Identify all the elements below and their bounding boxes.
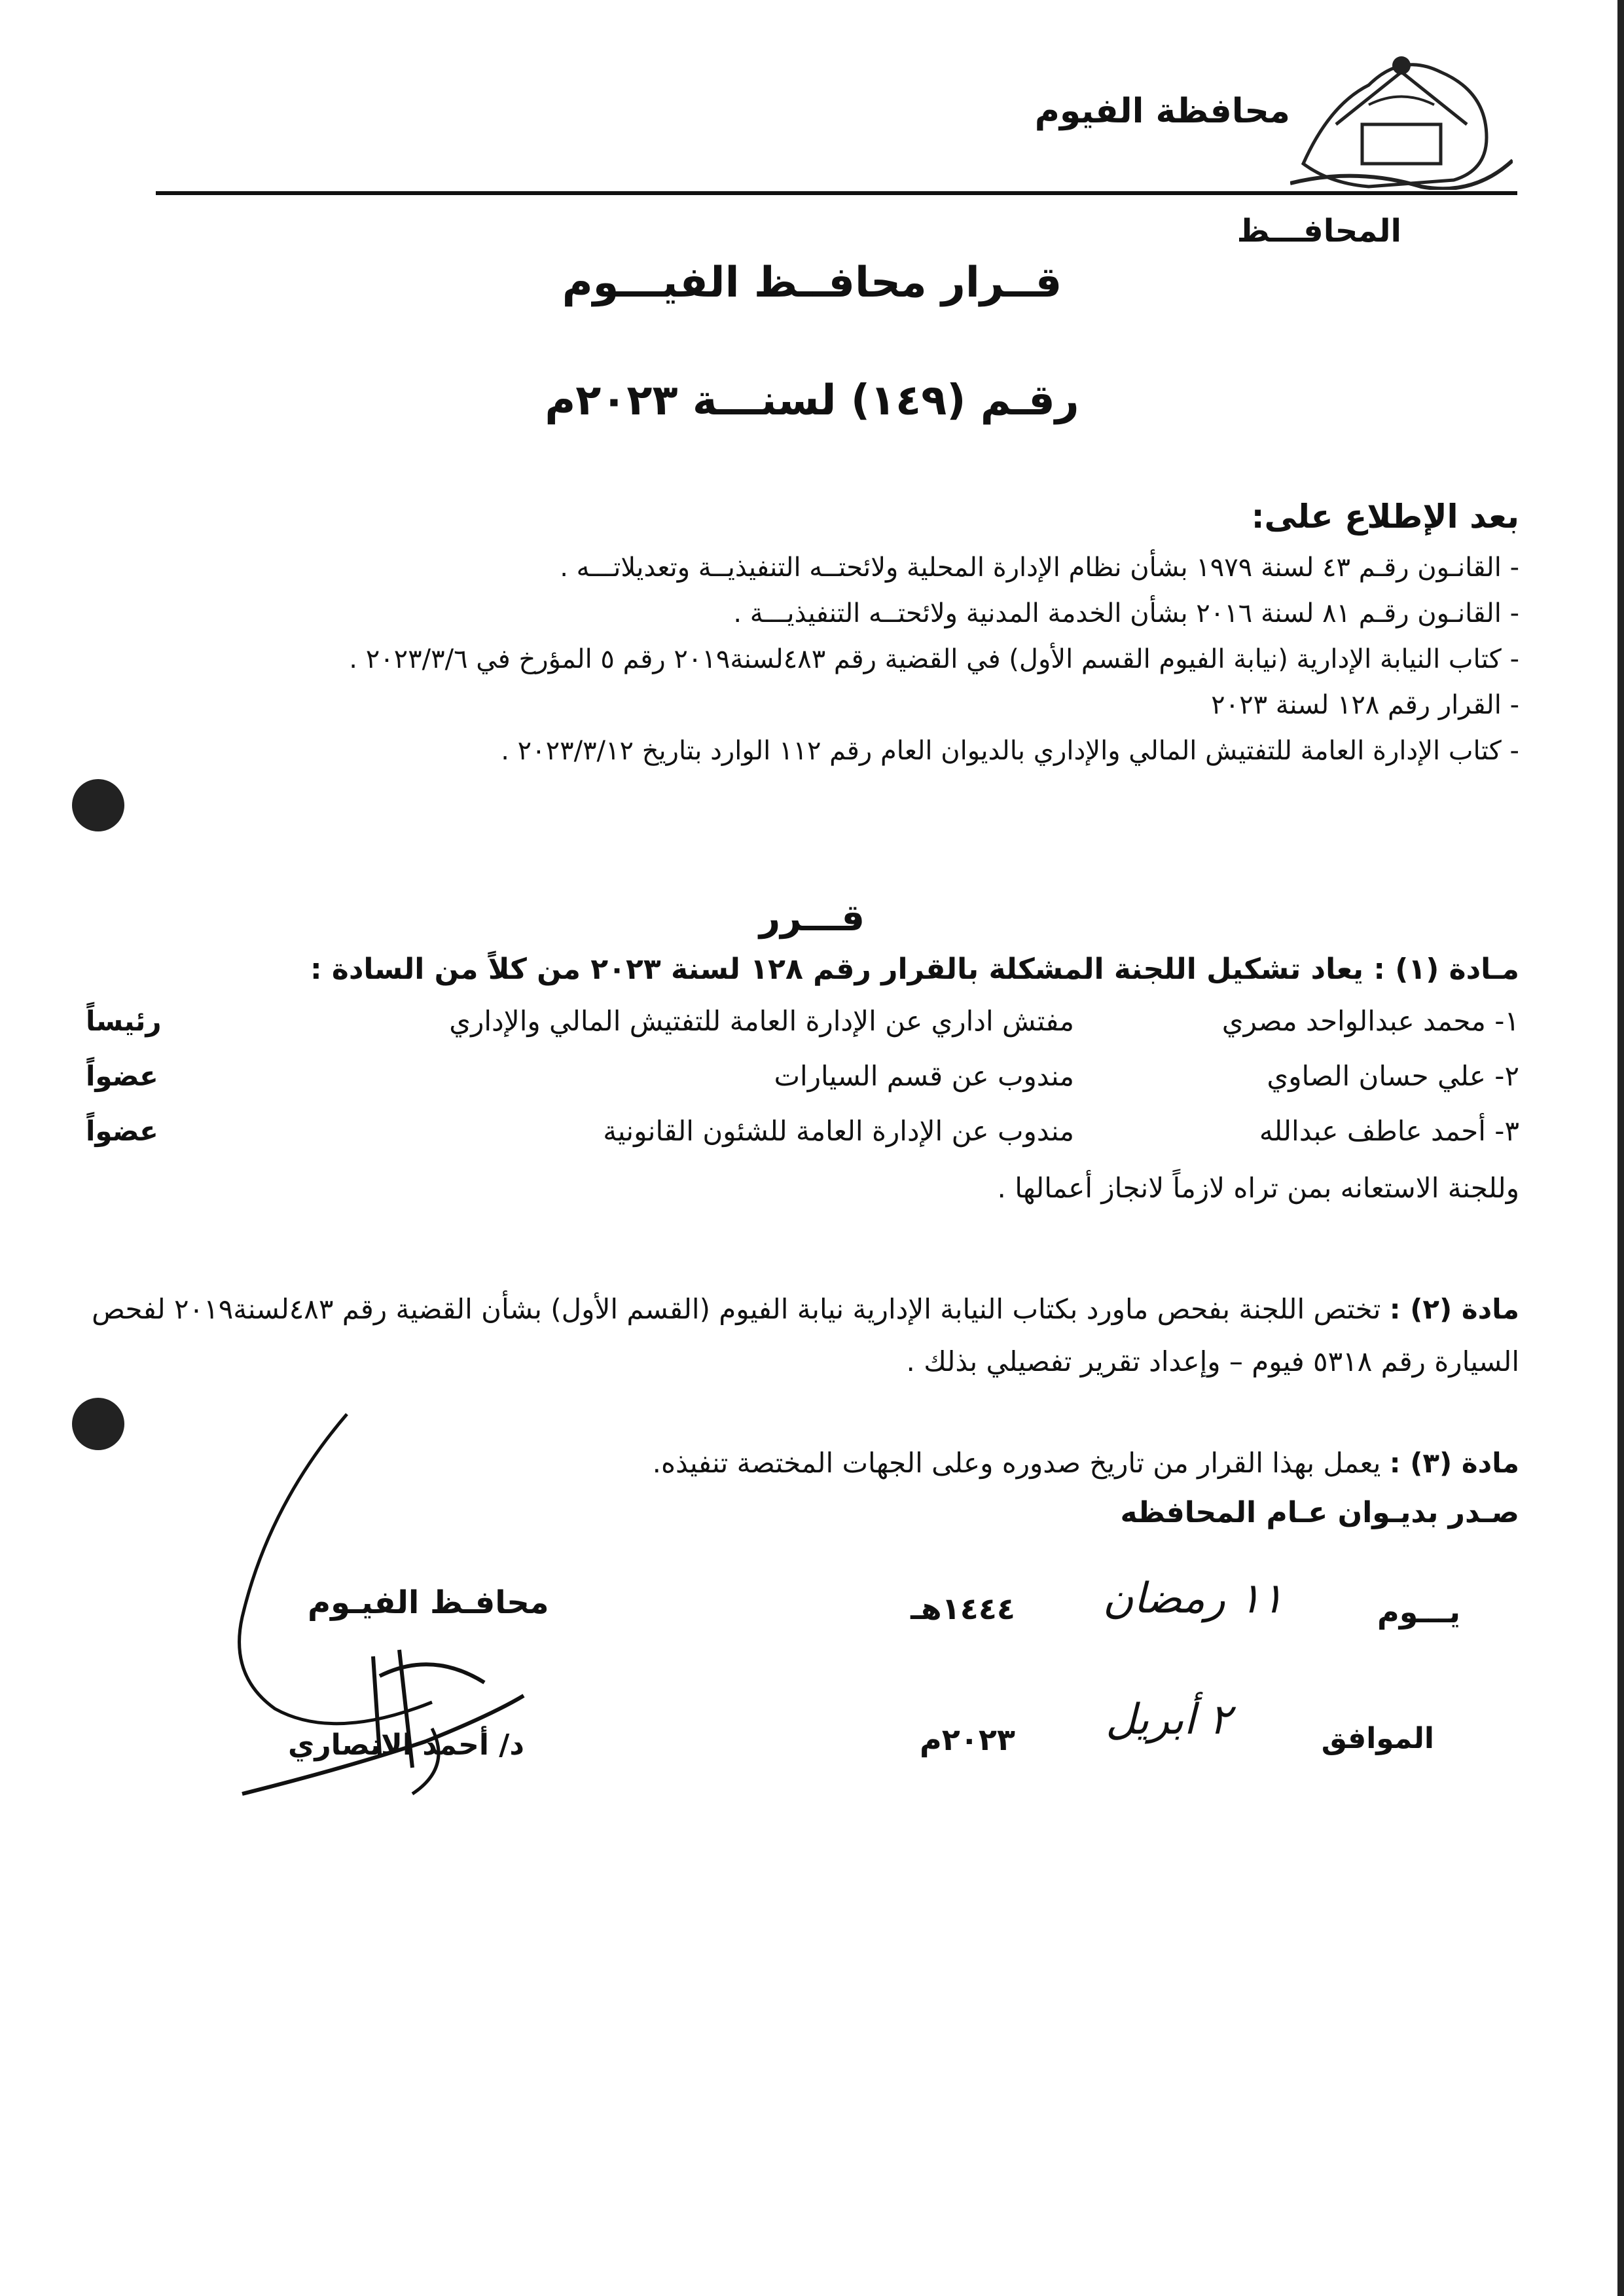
decision-number xyxy=(0,376,1624,425)
member-name: ١- محمد عبدالواحد مصري xyxy=(1221,1005,1519,1037)
reference-item: - كتاب الإدارة العامة للتفتيش المالي والإداري بالديوان العام رقم ١١٢ الوارد بتاريخ ٢٠٢٣/٣/١٢ . xyxy=(501,736,1519,766)
governorate-logo-icon xyxy=(1290,26,1513,190)
reference-item: - القانـون رقـم ٤٣ لسنة ١٩٧٩ بشأن نظام الإدارة المحلية ولائحتــه التنفيذيــة وتعديلاتـــه . xyxy=(560,553,1519,583)
member-role: مندوب عن قسم السيارات xyxy=(774,1060,1074,1092)
member-role: مندوب عن الإدارة العامة للشئون القانونية xyxy=(603,1115,1074,1147)
member-status: رئيساً xyxy=(86,1005,162,1037)
article-3-label: مادة (٣) : xyxy=(1389,1447,1519,1479)
article-3-text: يعمل بهذا القرار من تاريخ صدوره وعلى الجهات المختصة تنفيذه. xyxy=(652,1447,1381,1479)
article-3 xyxy=(653,1447,1519,1479)
issued-at: صـدر بديـوان عـام المحافظه xyxy=(1120,1496,1519,1529)
office-title: المحافـــظ xyxy=(1236,213,1401,249)
gregorian-date-handwritten: ٢ أبريل xyxy=(1106,1696,1231,1744)
punch-hole xyxy=(72,779,124,831)
organization-name: محافظة الفيوم xyxy=(1034,92,1290,131)
signature-icon xyxy=(216,1401,569,1820)
member-row xyxy=(86,1115,1519,1170)
decision-title: قــرار محافــظ الفيـــوم xyxy=(562,259,1062,307)
article-2-label: مادة (٢) : xyxy=(1389,1293,1519,1325)
gregorian-label: الموافق xyxy=(1321,1722,1434,1755)
article-2-text: تختص اللجنة بفحص ماورد بكتاب النيابة الإدارية نيابة الفيوم (القسم الأول) بشأن القضية رقم ٤٨٣لسنة٢٠١٩ لفحص السيارة رقم ٥٣١٨ فيوم – وإعداد تقرير تفصيلي بذلك . xyxy=(92,1293,1519,1377)
committee-note: وللجنة الاستعانه بمن تراه لازماً لانجاز أعمالها . xyxy=(997,1172,1519,1204)
gregorian-year: ٢٠٢٣م xyxy=(919,1722,1015,1757)
member-row xyxy=(86,1060,1519,1115)
hijri-date-handwritten: ١١ رمضان xyxy=(1102,1575,1284,1623)
header-divider xyxy=(156,191,1517,195)
reference-item: - القانـون رقـم ٨١ لسنة ٢٠١٦ بشأن الخدمة المدنية ولائحتــه التنفيذيـــة . xyxy=(733,598,1519,629)
scan-edge xyxy=(1617,0,1624,2296)
member-status: عضواً xyxy=(86,1060,158,1092)
reference-item: - القرار رقم ١٢٨ لسنة ٢٠٢٣ xyxy=(1211,690,1519,720)
reference-item: - كتاب النيابة الإدارية (نيابة الفيوم القسم الأول) في القضية رقم ٤٨٣لسنة٢٠١٩ رقم ٥ المؤرخ في ٢٠٢٣/٣/٦ . xyxy=(349,644,1519,674)
decision-number-text: رقـم (١٤٩) لسنـــة ٢٠٢٣م xyxy=(545,376,1079,425)
member-name: ٣- أحمد عاطف عبدالله xyxy=(1259,1115,1519,1147)
decided-heading: قـــرر xyxy=(759,897,865,939)
signatory-name: د/ أحمد الانصاري xyxy=(288,1728,524,1762)
member-name: ٢- علي حسان الصاوي xyxy=(1267,1060,1519,1092)
signatory-title: محافـظ الفيـوم xyxy=(308,1584,549,1621)
member-row xyxy=(86,1005,1519,1060)
member-status: عضواً xyxy=(86,1115,158,1147)
punch-hole xyxy=(72,1398,124,1450)
references-list xyxy=(73,545,1519,774)
preamble-heading: بعد الإطلاع على: xyxy=(1251,498,1519,536)
article-2 xyxy=(79,1283,1519,1388)
hijri-year: ١٤٤٤هـ xyxy=(911,1591,1015,1626)
committee-members xyxy=(86,1005,1519,1170)
day-label: يـــوم xyxy=(1377,1594,1460,1630)
member-role: مفتش اداري عن الإدارة العامة للتفتيش المالي والإداري xyxy=(449,1005,1074,1037)
article-1-text: مـادة (١) : يعاد تشكيل اللجنة المشكلة بالقرار رقم ١٢٨ لسنة ٢٠٢٣ من كلاً من السادة : xyxy=(310,953,1519,986)
